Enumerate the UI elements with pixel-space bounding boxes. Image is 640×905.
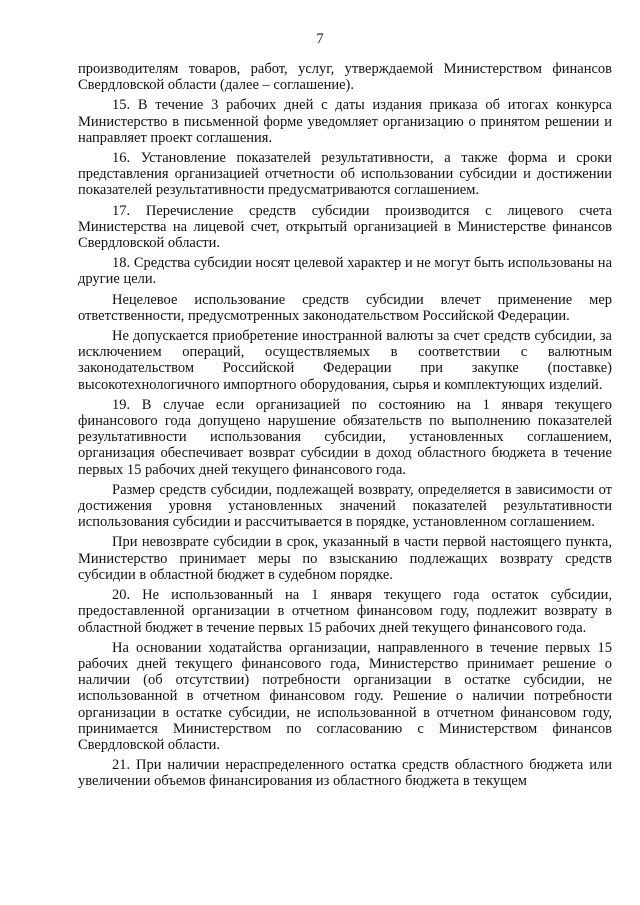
paragraph-item-21: 21. При наличии нераспределенного остатка средств областного бюджета или увеличении объемов финансирования из областного бюджета в текущем <box>78 757 612 790</box>
paragraph-continuation: производителям товаров, работ, услуг, утверждаемой Министерством финансов Свердловской области (далее – соглашение). <box>78 61 612 94</box>
paragraph-item-17: 17. Перечисление средств субсидии производится с лицевого счета Министерства на лицевой счет, открытый организацией в Министерстве финансов Свердловской области. <box>78 202 612 252</box>
page-number: 7 <box>316 31 324 47</box>
paragraph-item-20: 20. Не использованный на 1 января текущего года остаток субсидии, предоставленной организации в отчетном финансовом году, подлежит возврату в областной бюджет в течение первых 15 рабочих дней текущего финансового года. <box>78 587 612 636</box>
paragraph-item-16: 16. Установление показателей результативности, а также форма и сроки представления организацией отчетности об использовании субсидии и достижении показателей результативности предусматриваются соглашением. <box>78 150 612 199</box>
document-body <box>78 61 612 790</box>
paragraph-petition: На основании ходатайства организации, направленного в течение первых 15 рабочих дней текущего финансового года, Министерство принимает решение о наличии (об отсутствии) потребности организации в остатке субсидии, не использованной в отчетном финансовом году. Решение о наличии потребности организации в остатке субсидии, не использованной в отчетном финансовом году, принимается Министерством по согласованию с Министерством финансов Свердловской области. <box>78 639 612 753</box>
paragraph-item-19: 19. В случае если организацией по состоянию на 1 января текущего финансового года допущено нарушение обязательств по выполнению показателей результативности использования субсидии, установленных соглашением, организация обеспечивает возврат субсидии в доход областного бюджета в течение первых 15 рабочих дней текущего финансового года. <box>78 396 612 478</box>
paragraph-misuse: Нецелевое использование средств субсидии влечет применение мер ответственности, предусмотренных законодательством Российской Федерации. <box>78 291 612 324</box>
paragraph-currency: Не допускается приобретение иностранной валюты за счет средств субсидии, за исключением операций, осуществляемых в соответствии с валютным законодательством Российской Федерации при закупке (поставке) высокотехнологичного импортного оборудования, сырья и комплектующих изделий. <box>78 328 612 393</box>
paragraph-item-18: 18. Средства субсидии носят целевой характер и не могут быть использованы на другие цели. <box>78 255 612 288</box>
paragraph-non-return: При невозврате субсидии в срок, указанный в части первой настоящего пункта, Министерство принимает меры по взысканию подлежащих возврату средств субсидии в областной бюджет в судебном порядке. <box>78 534 612 583</box>
paragraph-item-15: 15. В течение 3 рабочих дней с даты издания приказа об итогах конкурса Министерство в письменной форме уведомляет организацию о принятом решении и направляет проект соглашения. <box>78 97 612 146</box>
paragraph-refund-size: Размер средств субсидии, подлежащей возврату, определяется в зависимости от достижения уровня установленных значений показателей результативности использования субсидии и рассчитывается в порядке, установленном соглашением. <box>78 481 612 531</box>
